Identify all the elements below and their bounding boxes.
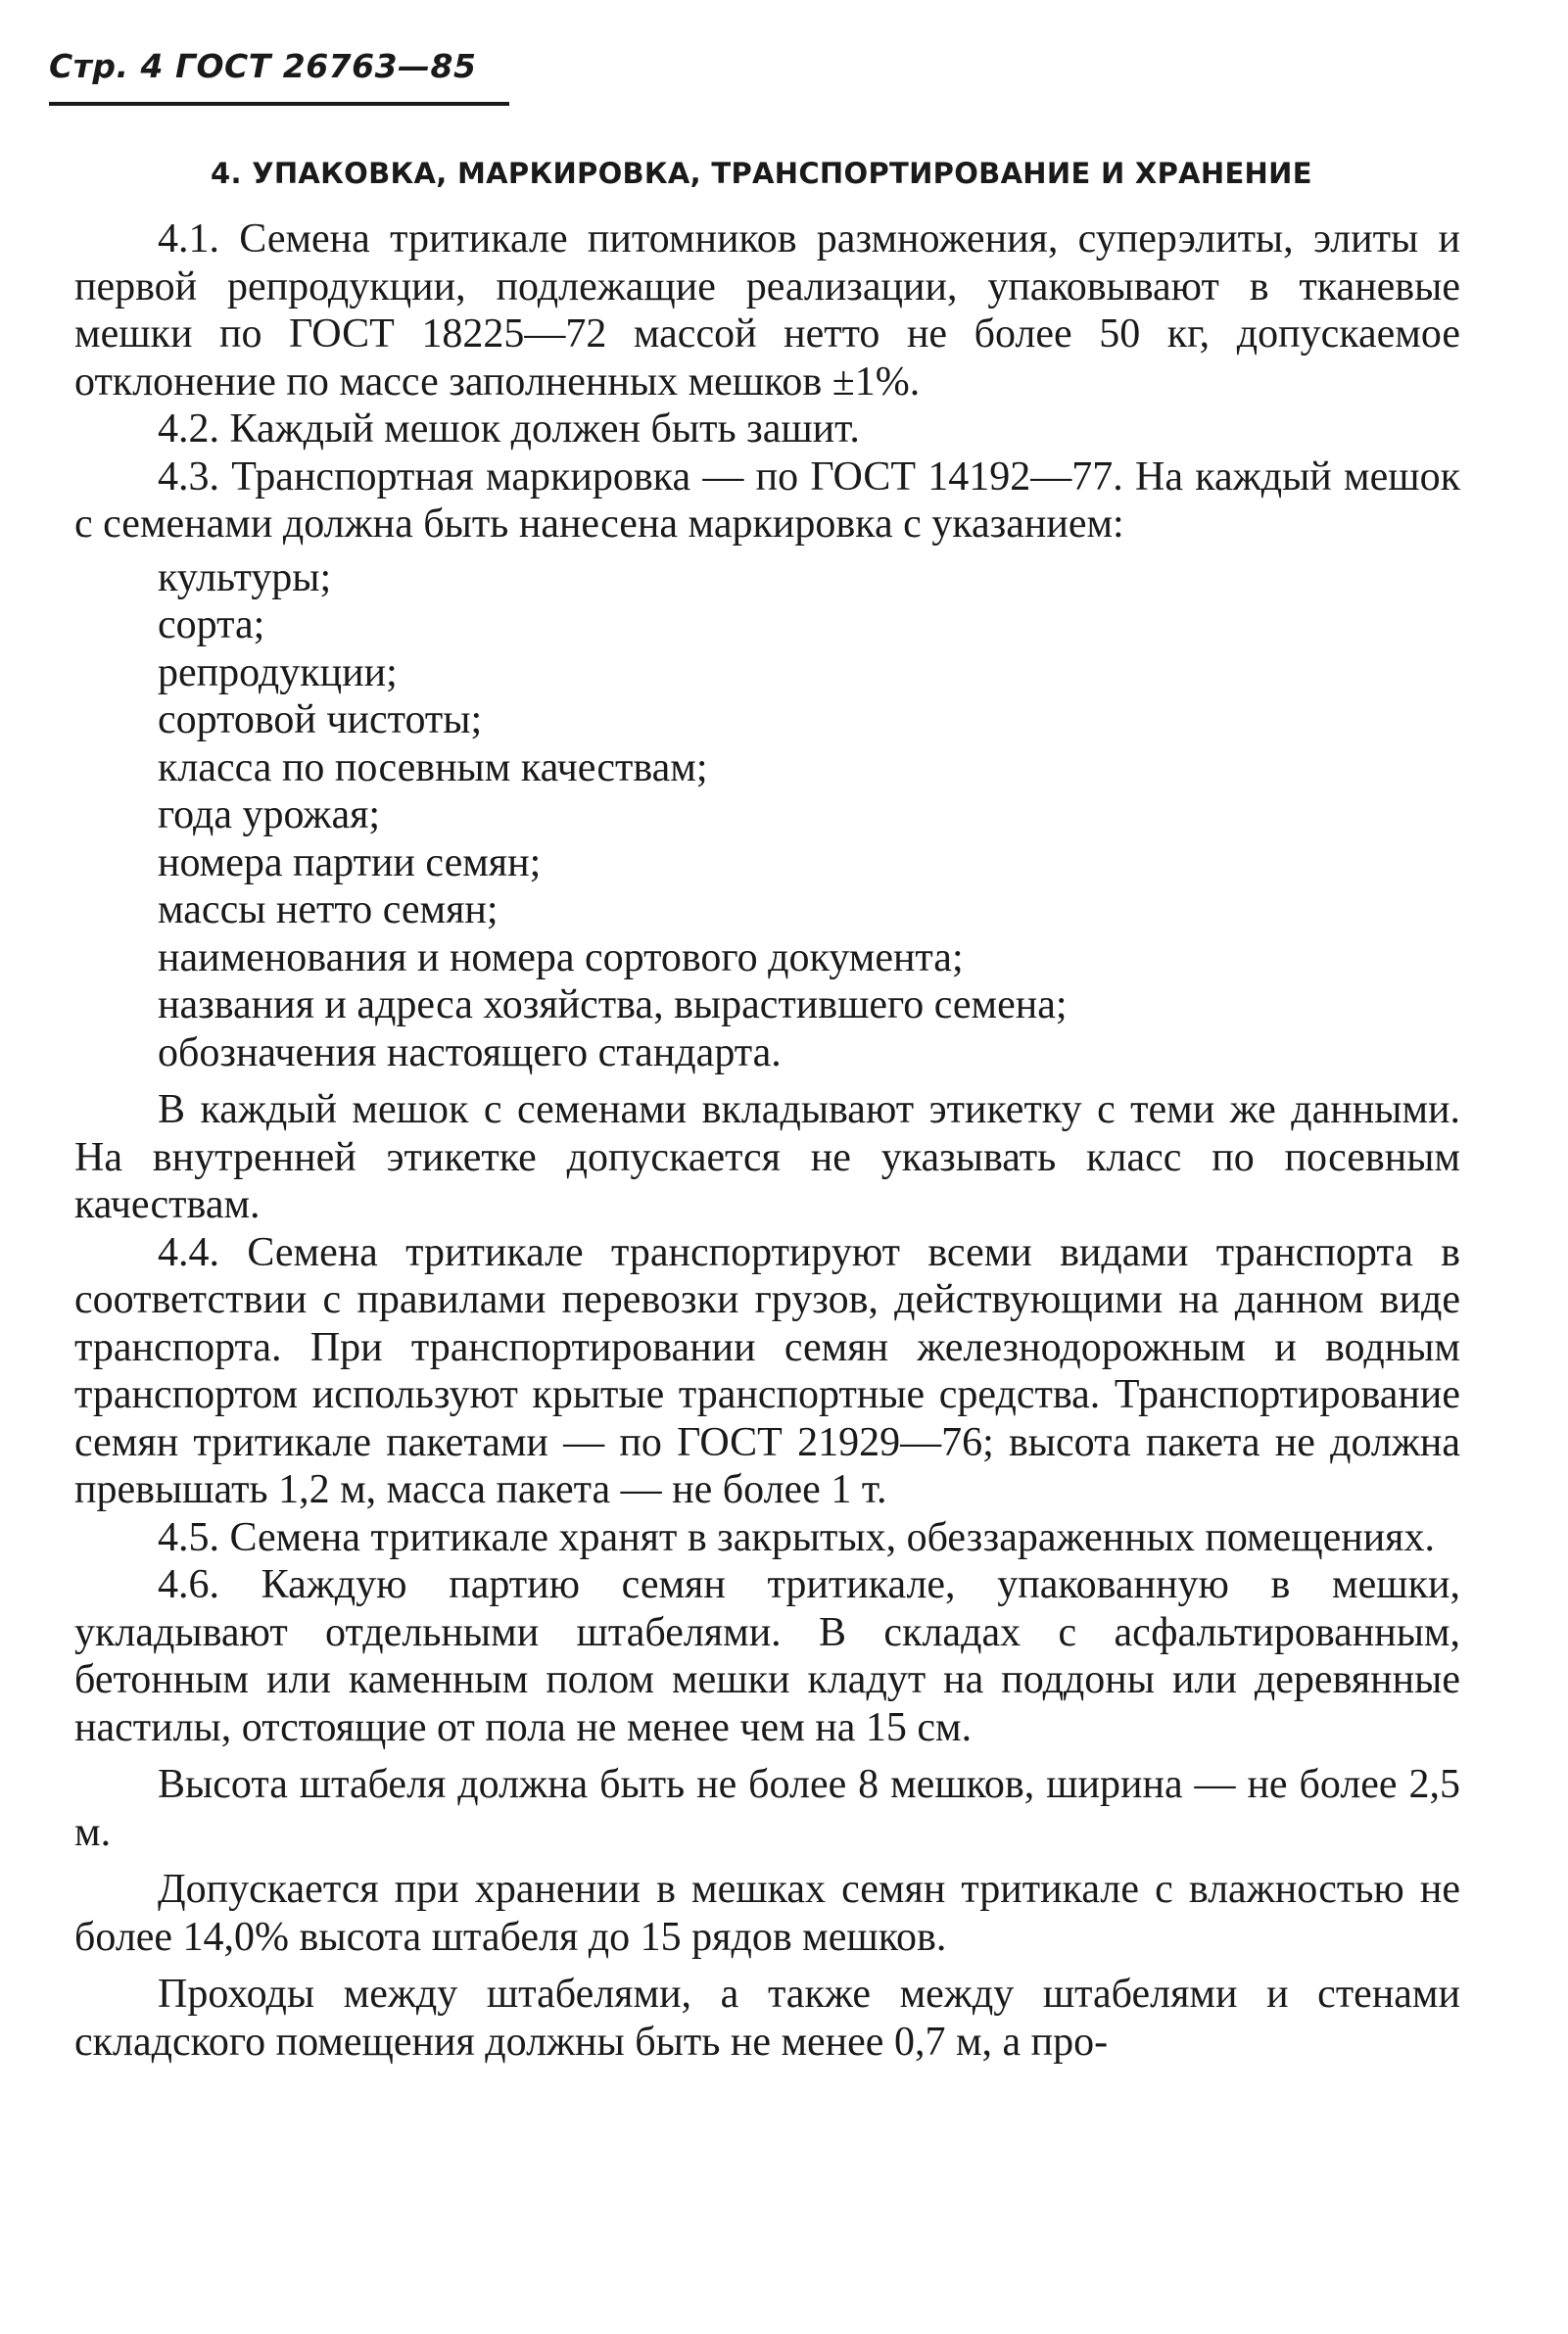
list-item: наименования и номера сортового документа;: [158, 934, 964, 980]
list-item: названия и адреса хозяйства, вырастившего семена;: [158, 982, 1068, 1027]
paragraph-4-1: 4.1. Семена тритикале питомников размножения, суперэлиты, элиты и первой репродукции, подлежащие реализации, упаковывают в тканевые мешки по ГОСТ 18225—72 массой нетто не более 50 кг, допускаемое отклонение по массе заполненных мешков ±1%.: [74, 216, 1460, 405]
header-rule: [49, 102, 509, 106]
paragraph-4-5: 4.5. Семена тритикале хранят в закрытых, обеззараженных помещениях.: [158, 1514, 1435, 1560]
list-item: обозначения настоящего стандарта.: [158, 1029, 782, 1075]
list-item: года урожая;: [158, 792, 381, 837]
paragraph-humidity: Допускается при хранении в мешках семян тритикале с влажностью не более 14,0% высота штабеля до 15 рядов мешков.: [74, 1867, 1460, 1960]
running-head: Стр. 4 ГОСТ 26763—85: [49, 47, 477, 85]
paragraph-4-4: 4.4. Семена тритикале транспортируют всеми видами транспорта в соответствии с правилами перевозки грузов, действующими на данном виде транспорта. При транспортировании семян железнодорожным и водным транспортом используют крытые транспортные средства. Транспортирование семян тритикале пакетами — по ГОСТ 21929—76; высота пакета не должна превышать 1,2 м, масса пакета — не более 1 т.: [74, 1229, 1460, 1512]
paragraph-4-6: 4.6. Каждую партию семян тритикале, упакованную в мешки, укладывают отдельными штабелями. В складах с асфальтированным, бетонным или каменным полом мешки кладут на поддоны или деревянные настилы, отстоящие от пола не менее чем на 15 см.: [74, 1562, 1460, 1750]
list-item: класса по посевным качествам;: [158, 744, 708, 790]
paragraph-passages: Проходы между штабелями, а также между штабелями и стенами складского помещения должны быть не менее 0,7 м, а про-: [74, 1972, 1460, 2065]
list-item: сорта;: [158, 602, 265, 647]
paragraph-4-3: 4.3. Транспортная маркировка — по ГОСТ 14192—77. На каждый мешок с семенами должна быть нанесена маркировка с указанием:: [74, 453, 1460, 547]
marking-list: [74, 554, 1460, 1077]
list-item: номера партии семян;: [158, 839, 542, 885]
paragraph-stack-height: Высота штабеля должна быть не более 8 мешков, ширина — не более 2,5 м.: [74, 1762, 1460, 1855]
section-title: 4. УПАКОВКА, МАРКИРОВКА, ТРАНСПОРТИРОВАНИЕ И ХРАНЕНИЕ: [211, 157, 1312, 190]
list-item: культуры;: [158, 554, 332, 600]
document-body: [74, 215, 1460, 2066]
list-item: массы нетто семян;: [158, 887, 499, 932]
list-item: репродукции;: [158, 649, 398, 695]
list-item: сортовой чистоты;: [158, 697, 483, 742]
paragraph-4-2: 4.2. Каждый мешок должен быть зашит.: [158, 406, 860, 452]
paragraph-label-note: В каждый мешок с семенами вкладывают этикетку с теми же данными. На внутренней этикетке допускается не указывать класс по посевным качествам.: [74, 1087, 1460, 1227]
